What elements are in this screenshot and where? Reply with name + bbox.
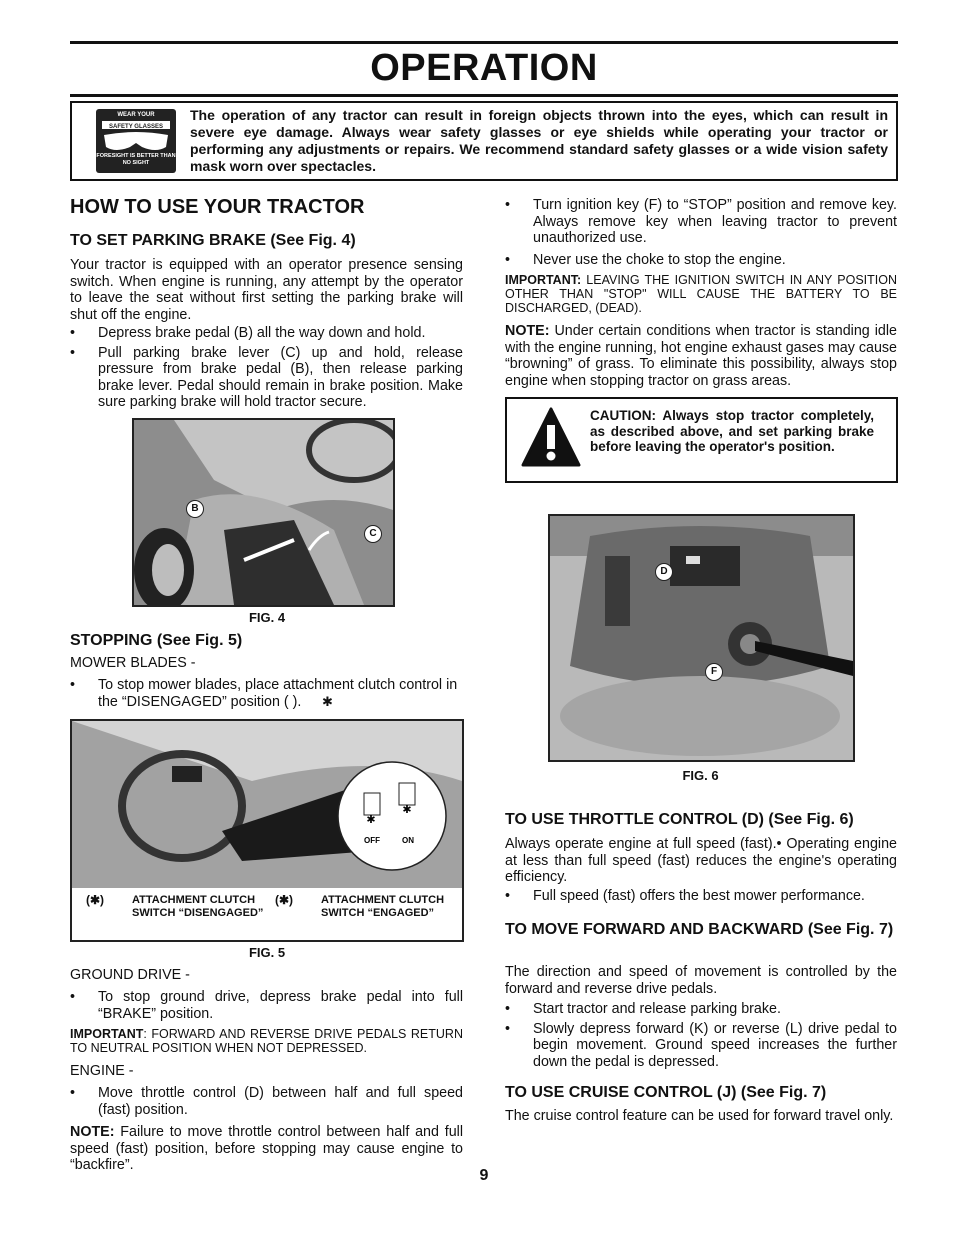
ground-drive-label: GROUND DRIVE - xyxy=(70,967,190,983)
stopping-heading: STOPPING (See Fig. 5) xyxy=(70,632,243,649)
page-title: OPERATION xyxy=(370,47,598,89)
figure-5-frame xyxy=(70,719,464,942)
fig4-label-c: C xyxy=(364,525,382,543)
icon-caption-top: WEAR YOUR xyxy=(117,112,155,118)
parking-brake-intro: Your tractor is equipped with an operator presence sensing switch. When engine is running, any attempt by the operator to leave the seat without first setting the parking brake will shut off the engine. xyxy=(70,257,463,323)
icon-caption-bottom: FORESIGHT IS BETTER THAN NO SIGHT xyxy=(96,153,176,166)
list-item: • Pull parking brake lever (C) up and hold, release pressure from brake pedal (B), then release parking brake lever. Pedal should remain in brake position. Make sure parking brake will hold tractor secure. xyxy=(70,345,463,411)
list-item: • To stop ground drive, depress brake pedal into full “BRAKE” position. xyxy=(70,989,463,1022)
list-item: • Depress brake pedal (B) all the way down and hold. xyxy=(70,325,463,342)
ignition-important xyxy=(505,273,897,315)
figure-5-caption: FIG. 5 xyxy=(248,945,286,960)
disengaged-switch-icon: (✱) xyxy=(86,893,105,907)
list-item: • Slowly depress forward (K) or reverse (L) drive pedal to begin movement. Ground speed increases the further down the pedal is depressed. xyxy=(505,1021,897,1071)
engine-label: ENGINE - xyxy=(70,1063,134,1079)
fig5-legend-disengaged: ATTACHMENT CLUTCH SWITCH “DISENGAGED” xyxy=(132,894,264,919)
caution-box xyxy=(505,397,898,483)
fig6-label-d: D xyxy=(655,563,673,581)
safety-notice-box xyxy=(70,101,898,181)
important-text: LEAVING THE IGNITION SWITCH IN ANY POSITION OTHER THAN "STOP" WILL CAUSE THE BATTERY TO BE DISCHARGED, (DEAD). xyxy=(505,273,897,315)
figure-6-caption: FIG. 6 xyxy=(682,768,719,783)
fig6-label-f: F xyxy=(705,663,723,681)
engaged-switch-icon: (✱) xyxy=(275,893,294,907)
list-item: • Never use the choke to stop the engine. xyxy=(505,252,897,269)
parking-brake-steps xyxy=(70,325,463,414)
list-item: • Full speed (fast) offers the best mower performance. xyxy=(505,888,897,905)
list-item: • To stop mower blades, place attachment clutch control in the “DISENGAGED” position ( ). xyxy=(70,677,463,710)
exhaust-note xyxy=(505,323,897,389)
note-label: NOTE: xyxy=(505,323,550,339)
parking-brake-heading: TO SET PARKING BRAKE (See Fig. 4) xyxy=(70,232,356,249)
section-heading-how-to-use: HOW TO USE YOUR TRACTOR xyxy=(70,196,365,218)
ground-drive-important xyxy=(70,1027,463,1055)
stop-engine-steps xyxy=(505,197,897,271)
throttle-ignition-illustration xyxy=(550,516,853,760)
engine-steps xyxy=(70,1085,463,1121)
forward-backward-steps xyxy=(505,1001,897,1073)
warning-triangle-icon xyxy=(521,407,581,469)
important-label: IMPORTANT xyxy=(70,1027,144,1041)
throttle-text: Always operate engine at full speed (fast).• Operating engine at less than full speed (fast) reduces the engine's operating efficiency. xyxy=(505,836,897,885)
caution-text: CAUTION: Always stop tractor completely, as described above, and set parking brake before leaving the operator's position. xyxy=(590,408,874,454)
header-rule-bottom xyxy=(70,94,898,97)
forward-backward-heading: TO MOVE FORWARD AND BACKWARD (See Fig. 7) xyxy=(505,921,894,938)
throttle-heading: TO USE THROTTLE CONTROL (D) (See Fig. 6) xyxy=(505,811,854,828)
important-text: : FORWARD AND REVERSE DRIVE PEDALS RETURN TO NEUTRAL POSITION WHEN NOT DEPRESSED. xyxy=(70,1027,463,1055)
safety-notice-text: The operation of any tractor can result in foreign objects thrown into the eyes, which can result in severe eye damage. Always wear safety glasses or eye shields while operating your tractor or performing any adjustments or repairs. We recommend standard safety glasses or a wide vision safety mask worn over spectacles. xyxy=(190,107,888,174)
fig5-on-label: ON xyxy=(402,836,414,845)
list-item: • Turn ignition key (F) to “STOP” position and remove key. Always remove key when leaving tractor to prevent unauthorized use. xyxy=(505,197,897,247)
ground-drive-steps xyxy=(70,989,463,1025)
throttle-steps xyxy=(505,888,897,908)
svg-text:✱: ✱ xyxy=(402,804,412,816)
cruise-control-text: The cruise control feature can be used for forward travel only. xyxy=(505,1108,894,1124)
page-number: 9 xyxy=(479,1167,489,1184)
note-text: Failure to move throttle control between half and full speed (fast) position, before stopping may cause engine to “backfire”. xyxy=(70,1124,463,1173)
note-label: NOTE: xyxy=(70,1124,115,1140)
disengaged-inline-icon: ✱ xyxy=(322,694,333,709)
figure-4-caption: FIG. 4 xyxy=(248,610,286,625)
figure-4-image xyxy=(132,418,395,607)
list-item: • Start tractor and release parking brake. xyxy=(505,1001,897,1018)
svg-text:✱: ✱ xyxy=(366,814,376,826)
icon-caption-mid: SAFETY GLASSES xyxy=(109,124,163,130)
fig5-legend-engaged: ATTACHMENT CLUTCH SWITCH “ENGAGED” xyxy=(321,894,445,919)
figure-6-image xyxy=(548,514,855,762)
safety-glasses-icon xyxy=(96,109,176,173)
list-item: • Move throttle control (D) between half and full speed (fast) position. xyxy=(70,1085,463,1118)
engine-note xyxy=(70,1124,463,1174)
fig4-label-b: B xyxy=(186,500,204,518)
forward-backward-text: The direction and speed of movement is controlled by the forward and reverse drive pedals. xyxy=(505,964,897,997)
clutch-switch-illustration xyxy=(72,721,462,888)
mower-blades-steps xyxy=(70,677,463,713)
important-label: IMPORTANT: xyxy=(505,273,582,287)
fig5-off-label: OFF xyxy=(364,836,380,845)
tractor-brake-illustration xyxy=(134,420,393,605)
note-text: Under certain conditions when tractor is standing idle with the engine running, hot engine exhaust gases may cause “browning” of grass. To eliminate this possibility, always stop engine when stopping tractor on grass areas. xyxy=(505,323,897,389)
cruise-control-heading: TO USE CRUISE CONTROL (J) (See Fig. 7) xyxy=(505,1084,827,1101)
mower-blades-label: MOWER BLADES - xyxy=(70,655,196,671)
